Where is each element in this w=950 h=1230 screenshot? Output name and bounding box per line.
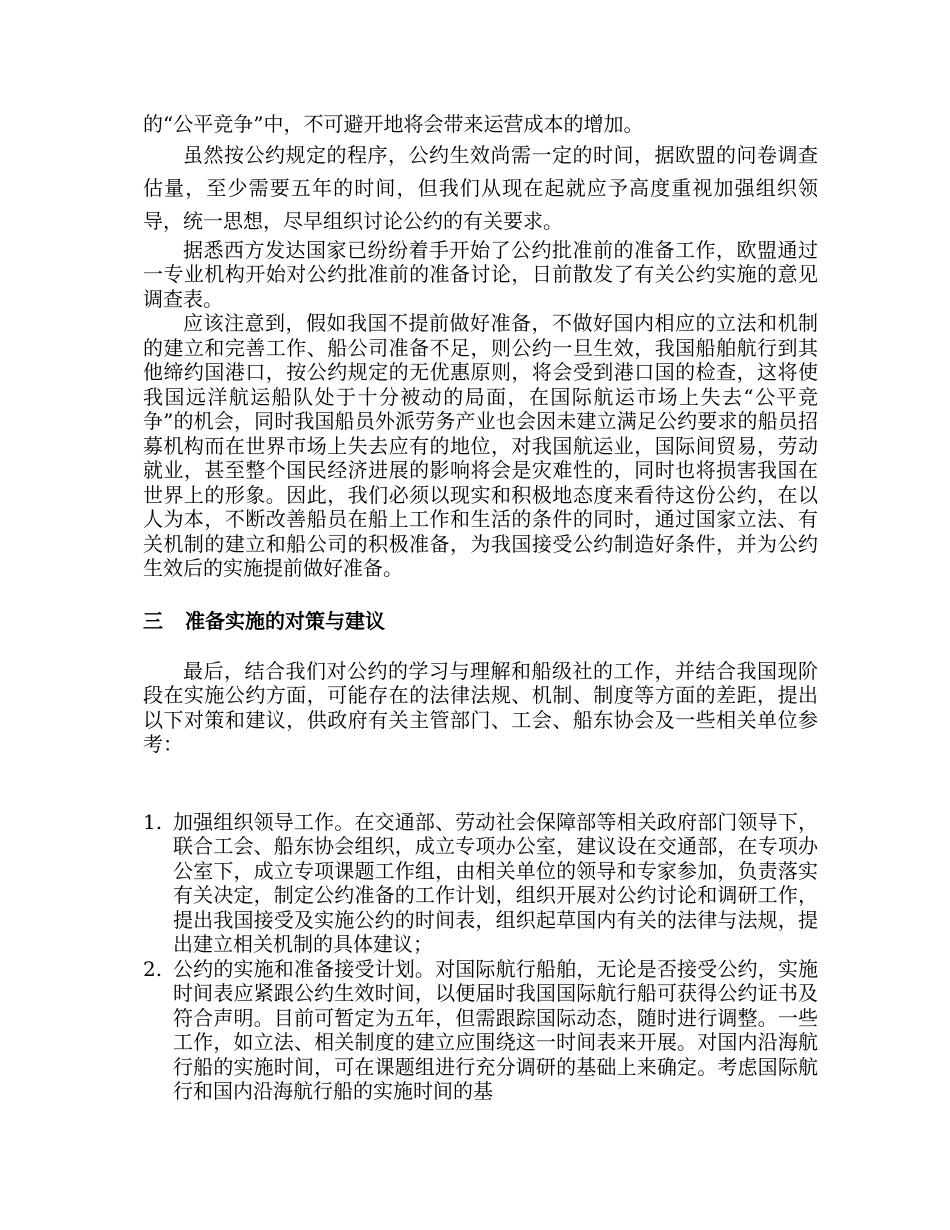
list-item-marker: 1. — [143, 809, 163, 834]
paragraph-intro: 最后，结合我们对公约的学习与理解和船级社的工作，并结合我国现阶段在实施公约方面，可能存在的法律法规、机制、制度等方面的差距，提出以下对策和建议，供政府有关主管部门、工会、船东协会及一些相关单位参考： — [143, 658, 818, 756]
list-item-marker: 2. — [143, 956, 163, 981]
paragraph-western-preparation: 据悉西方发达国家已纷纷着手开始了公约批准前的准备工作，欧盟通过一专业机构开始对公约批准前的准备讨论，日前散发了有关公约实施的意见调查表。 — [143, 237, 818, 311]
paragraph-continuation: 的“公平竞争”中，不可避开地将会带来运营成本的增加。 — [143, 112, 644, 136]
paragraph-timeline: 虽然按公约规定的程序，公约生效尚需一定的时间，据欧盟的问卷调查估量，至少需要五年的时间，但我们从现在起就应予高度重视加强组织领导，统一思想，尽早组织讨论公约的有关要求。 — [143, 142, 818, 233]
list-item — [143, 957, 818, 1104]
section-heading — [143, 609, 818, 633]
recommendation-list — [143, 810, 818, 1104]
paragraph-warning: 应该注意到，假如我国不提前做好准备，不做好国内相应的立法和机制的建立和完善工作、船公司准备不足，则公约一旦生效，我国船舶航行到其他缔约国港口，按公约规定的无优惠原则，将会受到港口国的检查，这将使我国远洋航运船队处于十分被动的局面，在国际航运市场上失去“公平竞争”的机会，同时我国船员外派劳务产业也会因未建立满足公约要求的船员招募机构而在世界市场上失去应有的地位，对我国航运业，国际间贸易，劳动就业，甚至整个国民经济进展的影响将会是灾难性的，同时也将损害我国在世界上的形象。因此，我们必须以现实和积极地态度来看待这份公约，在以人为本，不断改善船员在船上工作和生活的条件的同时，通过国家立法、有关机制的建立和船公司的积极准备，为我国接受公约制造好条件，并为公约生效后的实施提前做好准备。 — [143, 311, 818, 580]
list-item — [143, 810, 818, 957]
list-item-text: 加强组织领导工作。在交通部、劳动社会保障部等相关政府部门领导下，联合工会、船东协会组织，成立专项办公室，建议设在交通部，在专项办公室下，成立专项课题工作组，由相关单位的领导和专家参加，负责落实有关决定，制定公约准备的工作计划，组织开展对公约讨论和调研工作，提出我国接受及实施公约的时间表，组织起草国内有关的法律与法规，提出建立相关机制的具体建议； — [173, 809, 818, 956]
section-title: 准备实施的对策与建议 — [185, 608, 385, 633]
section-number: 三 — [143, 608, 163, 633]
document-page — [143, 112, 818, 1104]
list-item-text: 公约的实施和准备接受计划。对国际航行船舶，无论是否接受公约，实施时间表应紧跟公约生效时间，以便届时我国国际航行船可获得公约证书及符合声明。目前可暂定为五年，但需跟踪国际动态，随时进行调整。一些工作，如立法、相关制度的建立应围绕这一时间表来开展。对国内沿海航行船的实施时间，可在课题组进行充分调研的基础上来确定。考虑国际航行和国内沿海航行船的实施时间的基 — [173, 956, 818, 1103]
